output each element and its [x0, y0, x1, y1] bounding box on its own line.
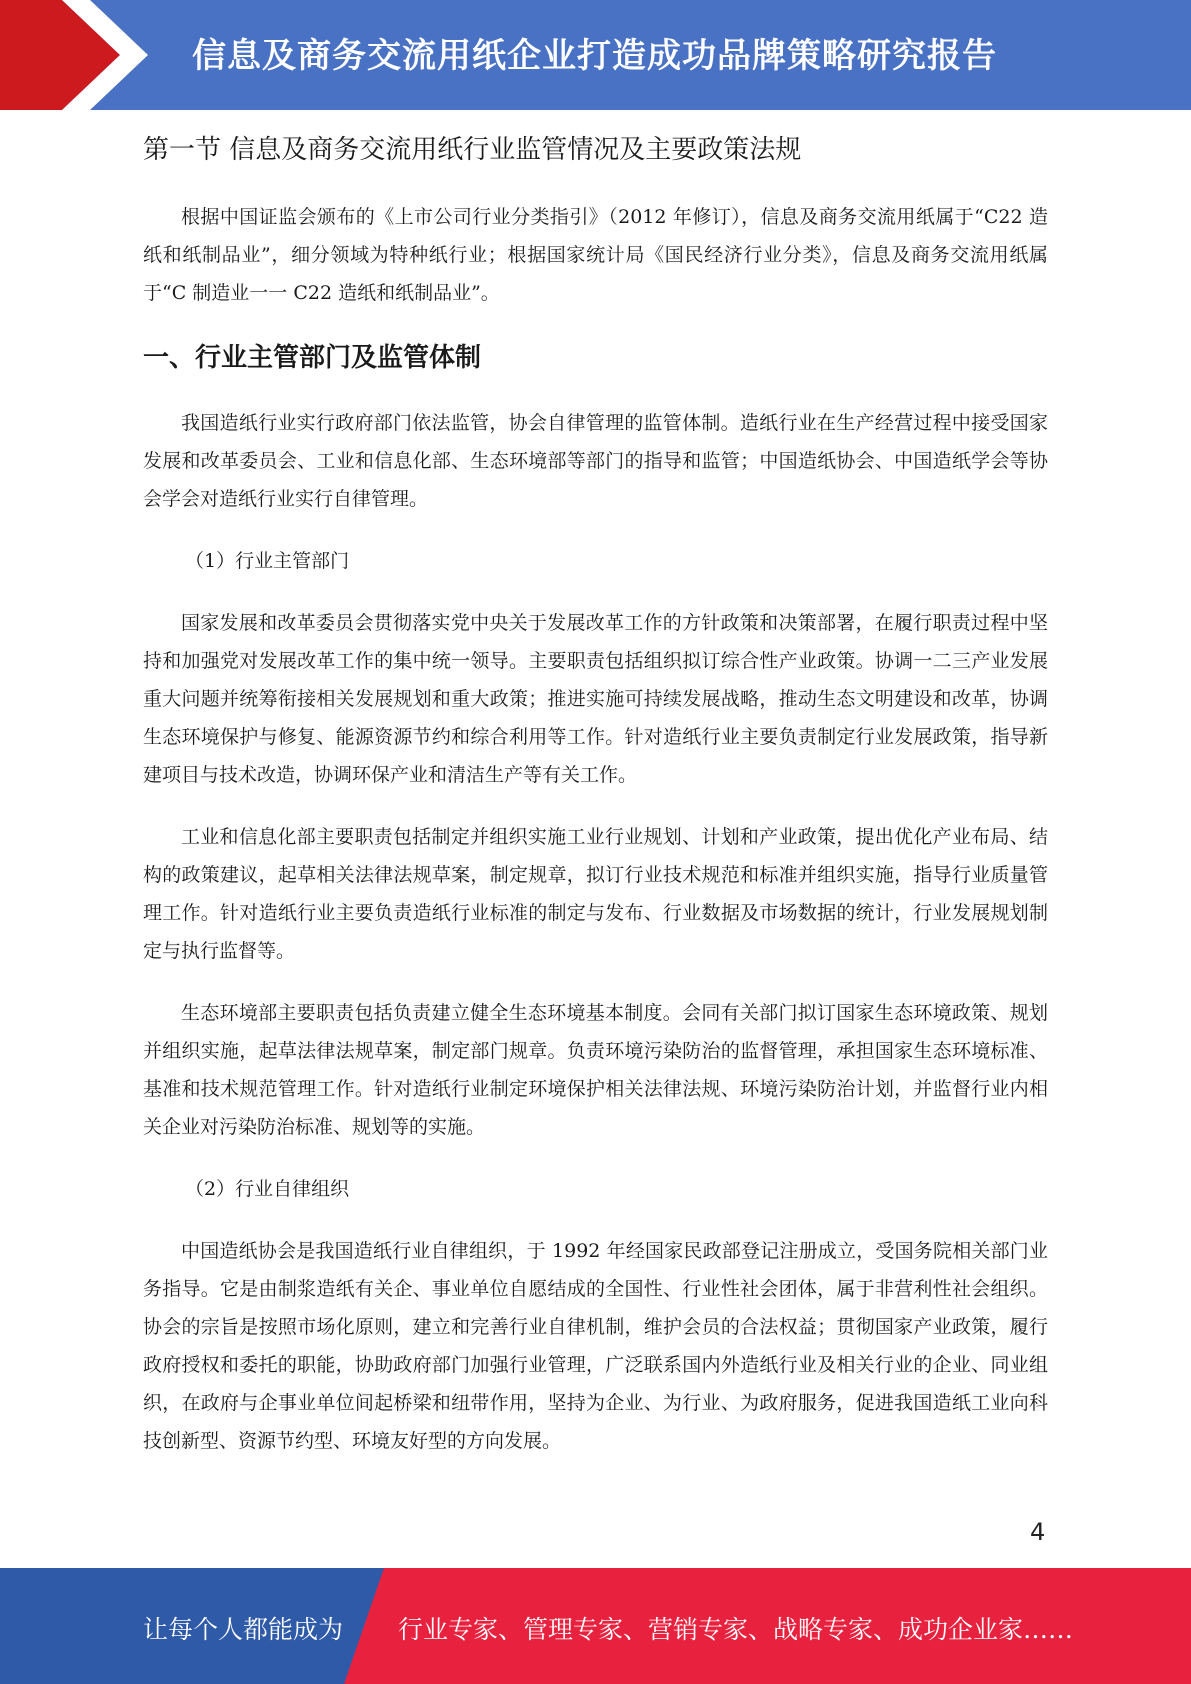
report-title: 信息及商务交流用纸企业打造成功品牌策略研究报告 [192, 36, 997, 76]
footer-slogan-right: 行业专家、管理专家、营销专家、战略专家、成功企业家…… [398, 1615, 1074, 1644]
footer-slogan-left: 让每个人都能成为 [143, 1615, 344, 1644]
main-content [143, 130, 1048, 1460]
sub-label-authorities: （1）行业主管部门 [185, 550, 350, 572]
paragraph-mee: 生态环境部主要职责包括负责建立健全生态环境基本制度。会同有关部门拟订国家生态环境政策、规划并组织实施，起草法律法规草案，制定部门规章。负责环境污染防治的监督管理，承担国家生态环境标准、基准和技术规范管理工作。针对造纸行业制定环境保护相关法律法规、环境污染防治计划，并监督行业内相关企业对污染防治标准、规划等的实施。 [143, 1002, 1048, 1138]
paragraph-regime: 我国造纸行业实行政府部门依法监管，协会自律管理的监管体制。造纸行业在生产经营过程中接受国家发展和改革委员会、工业和信息化部、生态环境部等部门的指导和监管；中国造纸协会、中国造纸学会等协会学会对造纸行业实行自律管理。 [143, 412, 1048, 510]
paragraph-association: 中国造纸协会是我国造纸行业自律组织，于 1992 年经国家民政部登记注册成立，受国务院相关部门业务指导。它是由制浆造纸有关企、事业单位自愿结成的全国性、行业性社会团体，属于非营利性社会组织。协会的宗旨是按照市场化原则，建立和完善行业自律机制，维护会员的合法权益；贯彻国家产业政策，履行政府授权和委托的职能，协助政府部门加强行业管理，广泛联系国内外造纸行业及相关行业的企业、同业组织，在政府与企事业单位间起桥梁和纽带作用，坚持为企业、为行业、为政府服务，促进我国造纸工业向科技创新型、资源节约型、环境友好型的方向发展。 [143, 1240, 1048, 1452]
sub-label-self-regulation: （2）行业自律组织 [185, 1178, 350, 1200]
section-heading: 第一节 信息及商务交流用纸行业监管情况及主要政策法规 [143, 135, 802, 165]
subheading-regulatory: 一、行业主管部门及监管体制 [143, 343, 482, 373]
paragraph-miit: 工业和信息化部主要职责包括制定并组织实施工业行业规划、计划和产业政策，提出优化产业布局、结构的政策建议，起草相关法律法规草案，制定规章，拟订行业技术规范和标准并组织实施，指导行业质量管理工作。针对造纸行业主要负责造纸行业标准的制定与发布、行业数据及市场数据的统计，行业发展规划制定与执行监督等。 [143, 826, 1048, 962]
paragraph-ndrc: 国家发展和改革委员会贯彻落实党中央关于发展改革工作的方针政策和决策部署，在履行职责过程中坚持和加强党对发展改革工作的集中统一领导。主要职责包括组织拟订综合性产业政策。协调一二三产业发展重大问题并统筹衔接相关发展规划和重大政策；推进实施可持续发展战略，推动生态文明建设和改革，协调生态环境保护与修复、能源资源节约和综合利用等工作。针对造纸行业主要负责制定行业发展政策，指导新建项目与技术改造，协调环保产业和清洁生产等有关工作。 [143, 612, 1048, 786]
header-arrow-decoration [0, 0, 160, 110]
intro-paragraph: 根据中国证监会颁布的《上市公司行业分类指引》（2012 年修订），信息及商务交流用纸属于“C22 造纸和纸制品业”，细分领域为特种纸行业；根据国家统计局《国民经济行业分类》，信息及商务交流用纸属于“C 制造业一一 C22 造纸和纸制品业”。 [143, 206, 1048, 304]
page-header [0, 0, 1191, 110]
page-footer [0, 1568, 1191, 1684]
page-number: 4 [1030, 1518, 1046, 1546]
